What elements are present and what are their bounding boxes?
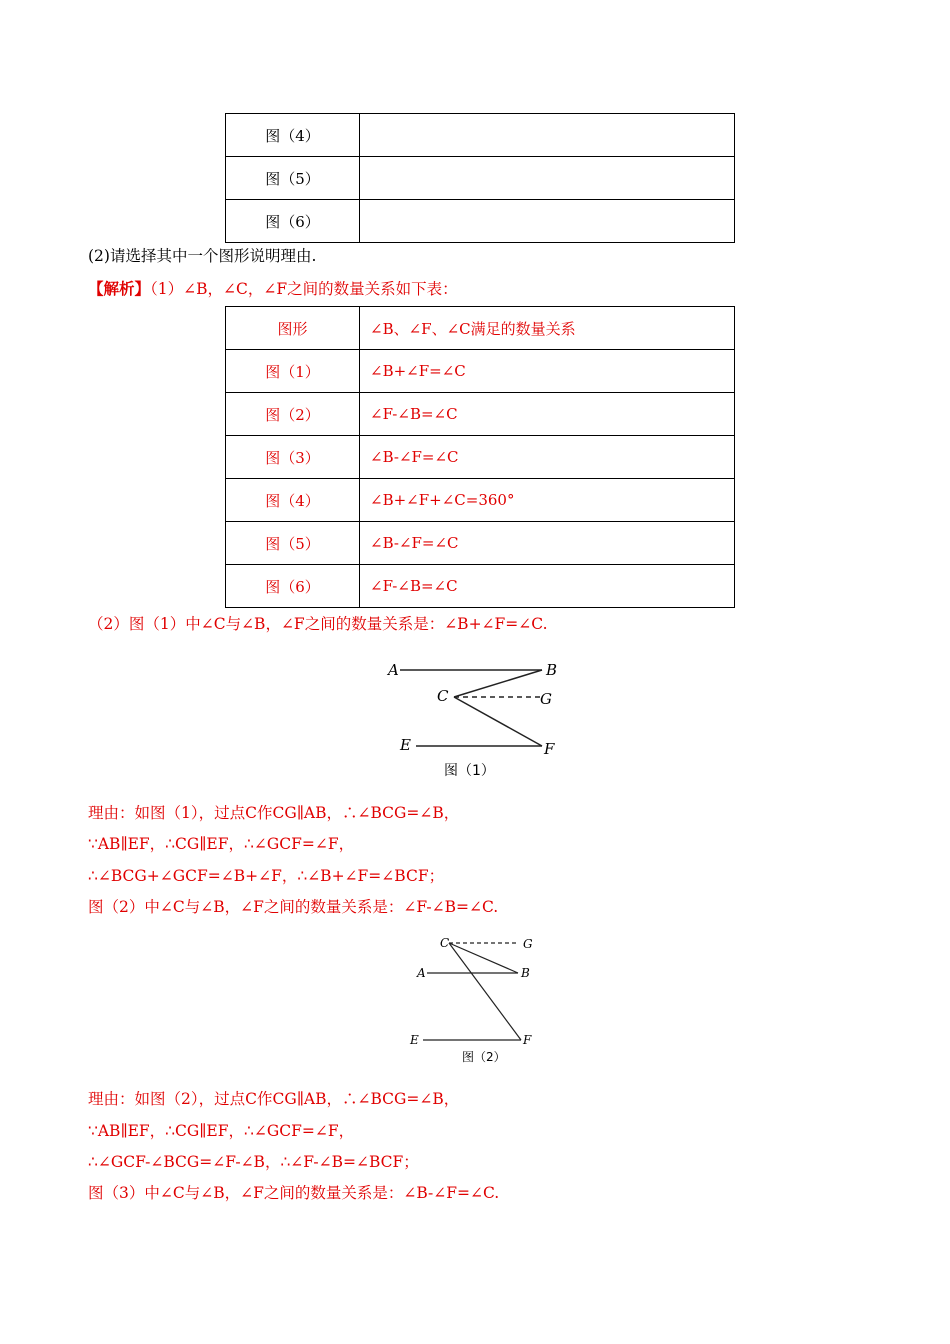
label-a: A	[388, 661, 399, 679]
reason1-line1: 理由：如图（1），过点C作CG∥AB，∴∠BCG=∠B，	[88, 804, 460, 822]
relation-cell: ∠B-∠F=∠C	[360, 522, 735, 565]
table-row	[226, 114, 735, 157]
line-cb	[449, 943, 518, 973]
figure-label: 图（6）	[226, 200, 360, 243]
label-c: C	[437, 687, 449, 705]
label-e: E	[400, 736, 411, 754]
analysis-intro	[88, 277, 458, 299]
reason1-line3: ∴∠BCG+∠GCF=∠B+∠F，∴∠B+∠F=∠BCF；	[88, 867, 445, 885]
label-g: G	[540, 690, 552, 708]
figure-label: 图（5）	[226, 522, 360, 565]
part2-statement: （2）图（1）中∠C与∠B，∠F之间的数量关系是：∠B+∠F=∠C.	[88, 615, 548, 633]
table-row	[226, 393, 735, 436]
label-f: F	[544, 740, 555, 758]
table-row	[226, 350, 735, 393]
label-b: B	[546, 661, 558, 679]
figure-1-caption: 图（1）	[444, 763, 495, 779]
label-e: E	[410, 1033, 419, 1047]
figure-label: 图（3）	[226, 436, 360, 479]
analysis-text: （1）∠B，∠C，∠F之间的数量关系如下表：	[150, 280, 458, 298]
relation-cell: ∠F-∠B=∠C	[360, 393, 735, 436]
reason1-line4: 图（2）中∠C与∠B，∠F之间的数量关系是：∠F-∠B=∠C.	[88, 898, 499, 916]
figure-2-diagram	[405, 930, 545, 1050]
line-cf	[449, 943, 521, 1040]
figure-label: 图（4）	[226, 479, 360, 522]
figure-label: 图（4）	[226, 114, 360, 157]
figure-label: 图（2）	[226, 393, 360, 436]
answer-table	[225, 306, 735, 608]
table-row	[226, 436, 735, 479]
line-cf	[454, 697, 542, 746]
table-row	[226, 479, 735, 522]
figure-label: 图（1）	[226, 350, 360, 393]
table-header-row	[226, 307, 735, 350]
relation-cell: ∠B+∠F=∠C	[360, 350, 735, 393]
label-g: G	[523, 937, 533, 951]
relation-cell	[360, 114, 735, 157]
figure-label: 图（6）	[226, 565, 360, 608]
label-c: C	[440, 936, 450, 950]
label-b: B	[521, 966, 530, 980]
question-2: (2)请选择其中一个图形说明理由.	[88, 247, 317, 265]
answer-table-blank	[225, 113, 735, 243]
header-relation: ∠B、∠F、∠C满足的数量关系	[360, 307, 735, 350]
reason2-line1: 理由：如图（2），过点C作CG∥AB，∴∠BCG=∠B，	[88, 1090, 460, 1108]
relation-cell	[360, 200, 735, 243]
table-row	[226, 157, 735, 200]
table-row	[226, 565, 735, 608]
line-bc	[454, 670, 542, 697]
reason2-line4: 图（3）中∠C与∠B，∠F之间的数量关系是：∠B-∠F=∠C.	[88, 1184, 500, 1202]
analysis-tag: 【解析】	[88, 279, 151, 298]
relation-cell	[360, 157, 735, 200]
relation-cell: ∠B-∠F=∠C	[360, 436, 735, 479]
figure-label: 图（5）	[226, 157, 360, 200]
figure-2-caption: 图（2）	[462, 1050, 506, 1064]
table-row	[226, 522, 735, 565]
header-figure: 图形	[226, 307, 360, 350]
label-a: A	[417, 966, 426, 980]
label-f: F	[523, 1033, 532, 1047]
reason2-line2: ∵AB∥EF，∴CG∥EF，∴∠GCF=∠F，	[88, 1122, 355, 1140]
relation-cell: ∠B+∠F+∠C=360°	[360, 479, 735, 522]
table-row	[226, 200, 735, 243]
relation-cell: ∠F-∠B=∠C	[360, 565, 735, 608]
reason1-line2: ∵AB∥EF，∴CG∥EF，∴∠GCF=∠F，	[88, 835, 355, 853]
reason2-line3: ∴∠GCF-∠BCG=∠F-∠B，∴∠F-∠B=∠BCF；	[88, 1153, 419, 1171]
